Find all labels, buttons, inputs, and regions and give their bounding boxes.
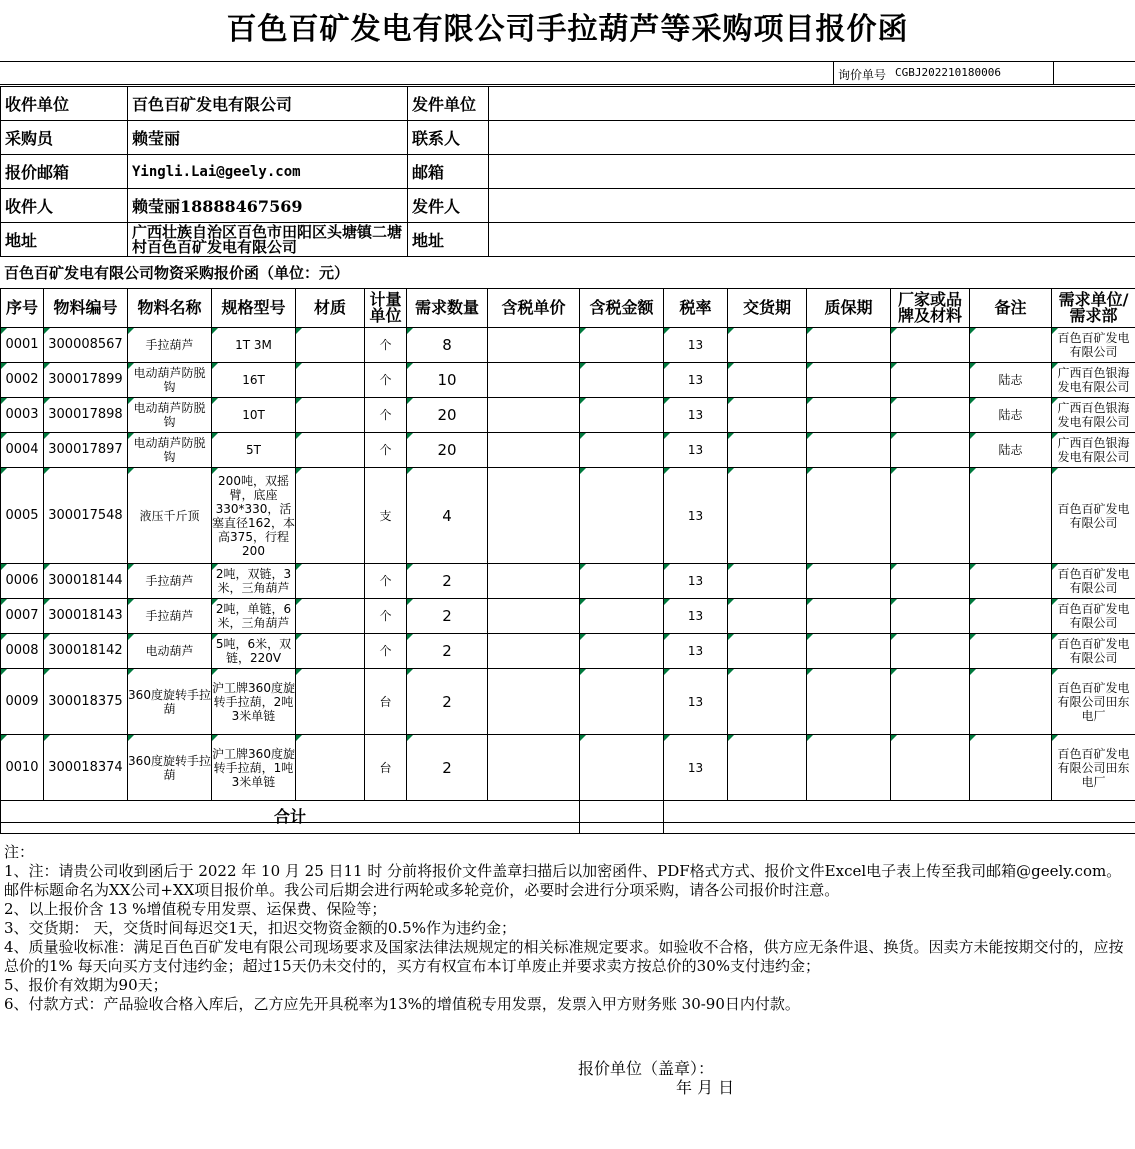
item-no[interactable]: 0008 xyxy=(1,634,44,669)
item-tax[interactable]: 13 xyxy=(664,669,728,735)
item-delivery[interactable] xyxy=(728,599,807,634)
item-name[interactable]: 电动葫芦防脱钩 xyxy=(128,398,212,433)
item-warranty[interactable] xyxy=(807,363,891,398)
col-header: 含税单价 xyxy=(488,289,580,328)
item-no[interactable]: 0009 xyxy=(1,669,44,735)
item-material[interactable] xyxy=(296,564,365,599)
item-no[interactable]: 0003 xyxy=(1,398,44,433)
recipient[interactable]: 赖莹丽18888467569 xyxy=(128,189,408,223)
item-no[interactable]: 0002 xyxy=(1,363,44,398)
item-spec[interactable]: 10T xyxy=(212,398,296,433)
table-row xyxy=(1,735,1135,801)
item-code[interactable]: 300018375 xyxy=(44,669,128,735)
item-brand[interactable] xyxy=(891,634,970,669)
item-spec[interactable]: 沪工牌360度旋转手拉葫，2吨3米单链 xyxy=(212,669,296,735)
address-label: 地址 xyxy=(1,223,128,257)
item-unit-price[interactable] xyxy=(488,599,580,634)
item-qty[interactable]: 8 xyxy=(407,328,488,363)
inquiry-number: CGBJ202210180006 xyxy=(895,66,1001,79)
address[interactable]: 广西壮族自治区百色市田阳区头塘镇二塘村百色百矿发电有限公司 xyxy=(128,223,408,257)
item-dept[interactable]: 百色百矿发电有限公司田东电厂 xyxy=(1052,735,1135,801)
item-material[interactable] xyxy=(296,599,365,634)
item-no[interactable]: 0010 xyxy=(1,735,44,801)
item-spec[interactable]: 2吨，双链，3米，三角葫芦 xyxy=(212,564,296,599)
item-name[interactable]: 手拉葫芦 xyxy=(128,599,212,634)
header-row xyxy=(1,289,1135,328)
item-no[interactable]: 0005 xyxy=(1,468,44,564)
item-code[interactable]: 300018142 xyxy=(44,634,128,669)
col-header: 需求数量 xyxy=(407,289,488,328)
item-unit-price[interactable] xyxy=(488,735,580,801)
item-name[interactable]: 手拉葫芦 xyxy=(128,564,212,599)
col-header: 物料编号 xyxy=(44,289,128,328)
table-row xyxy=(1,669,1135,735)
sign-unit: 报价单位（盖章）： xyxy=(578,1056,714,1079)
item-brand[interactable] xyxy=(891,735,970,801)
item-brand[interactable] xyxy=(891,669,970,735)
email-label: 邮箱 xyxy=(408,155,489,189)
table-row xyxy=(1,564,1135,599)
notes-line: 6、付款方式：产品验收合格入库后，乙方应先开具税率为13%的增值税专用发票，发票入甲方财务账 30-90日内付款。 xyxy=(0,995,1135,1014)
notes-line: 5、报价有效期为90天； xyxy=(0,976,1135,995)
item-unit[interactable]: 个 xyxy=(365,634,407,669)
item-unit[interactable]: 个 xyxy=(365,433,407,468)
item-qty[interactable]: 2 xyxy=(407,669,488,735)
item-code[interactable]: 300008567 xyxy=(44,328,128,363)
item-unit-price[interactable] xyxy=(488,564,580,599)
sign-date: 年 月 日 xyxy=(676,1075,734,1098)
item-tax[interactable]: 13 xyxy=(664,735,728,801)
item-amount[interactable] xyxy=(580,398,664,433)
notes-line: 4、质量验收标准：满足百色百矿发电有限公司现场要求及国家法律法规规定的相关标准规定要求。如验收不合格，供方应无条件退、换货。因卖方未能按期交付的，应按总价的1% 每天向买方支付违约金；超过15天仍未交付的，买方有权宣布本订单废止并要求卖方按总价的30%支付违约金； xyxy=(0,938,1135,976)
col-header: 税率 xyxy=(664,289,728,328)
item-material[interactable] xyxy=(296,398,365,433)
item-remark[interactable] xyxy=(970,328,1052,363)
col-header: 物料名称 xyxy=(128,289,212,328)
item-warranty[interactable] xyxy=(807,328,891,363)
item-tax[interactable]: 13 xyxy=(664,328,728,363)
notes-line: 3、交货期： 天，交货时间每迟交1天，扣迟交物资金额的0.5%作为违约金； xyxy=(0,919,1135,938)
table-row xyxy=(1,599,1135,634)
item-dept[interactable]: 百色百矿发电有限公司 xyxy=(1052,599,1135,634)
table-row xyxy=(1,433,1135,468)
item-code[interactable]: 300017899 xyxy=(44,363,128,398)
item-warranty[interactable] xyxy=(807,634,891,669)
subtitle: 百色百矿发电有限公司物资采购报价函（单位：元） xyxy=(4,262,349,283)
item-unit-price[interactable] xyxy=(488,433,580,468)
col-header: 交货期 xyxy=(728,289,807,328)
item-tax[interactable]: 13 xyxy=(664,468,728,564)
info-table xyxy=(0,86,1135,257)
item-unit[interactable]: 台 xyxy=(365,735,407,801)
item-amount[interactable] xyxy=(580,564,664,599)
item-delivery[interactable] xyxy=(728,634,807,669)
item-tax[interactable]: 13 xyxy=(664,599,728,634)
items-table xyxy=(0,288,1135,834)
item-dept[interactable]: 百色百矿发电有限公司 xyxy=(1052,564,1135,599)
item-dept[interactable]: 百色百矿发电有限公司 xyxy=(1052,634,1135,669)
item-code[interactable]: 300017897 xyxy=(44,433,128,468)
item-remark[interactable]: 陆志 xyxy=(970,398,1052,433)
item-spec[interactable]: 200吨，双摇臂，底座330*330，活塞直径162，本高375，行程200 xyxy=(212,468,296,564)
item-material[interactable] xyxy=(296,468,365,564)
item-spec[interactable]: 1T 3M xyxy=(212,328,296,363)
table-row xyxy=(1,468,1135,564)
item-delivery[interactable] xyxy=(728,433,807,468)
item-unit[interactable]: 台 xyxy=(365,669,407,735)
notes-line: 注： xyxy=(0,843,1135,862)
item-name[interactable]: 360度旋转手拉葫 xyxy=(128,669,212,735)
total-label: 合计 xyxy=(1,801,580,834)
item-spec[interactable]: 2吨，单链，6米，三角葫芦 xyxy=(212,599,296,634)
item-material[interactable] xyxy=(296,363,365,398)
item-spec[interactable]: 16T xyxy=(212,363,296,398)
table-row xyxy=(1,363,1135,398)
item-name[interactable]: 电动葫芦防脱钩 xyxy=(128,433,212,468)
item-material[interactable] xyxy=(296,669,365,735)
item-no[interactable]: 0001 xyxy=(1,328,44,363)
col-header: 厂家或品牌及材料 xyxy=(891,289,970,328)
address2-label: 地址 xyxy=(408,223,489,257)
item-amount[interactable] xyxy=(580,363,664,398)
item-brand[interactable] xyxy=(891,468,970,564)
item-code[interactable]: 300017898 xyxy=(44,398,128,433)
item-qty[interactable]: 2 xyxy=(407,564,488,599)
item-brand[interactable] xyxy=(891,363,970,398)
item-unit[interactable]: 个 xyxy=(365,328,407,363)
item-dept[interactable]: 广西百色银海发电有限公司 xyxy=(1052,363,1135,398)
item-name[interactable]: 360度旋转手拉葫 xyxy=(128,735,212,801)
item-code[interactable]: 300017548 xyxy=(44,468,128,564)
item-dept[interactable]: 广西百色银海发电有限公司 xyxy=(1052,433,1135,468)
col-header: 规格型号 xyxy=(212,289,296,328)
item-dept[interactable]: 百色百矿发电有限公司 xyxy=(1052,328,1135,363)
item-remark[interactable]: 陆志 xyxy=(970,433,1052,468)
col-header: 备注 xyxy=(970,289,1052,328)
item-tax[interactable]: 13 xyxy=(664,433,728,468)
item-dept[interactable]: 广西百色银海发电有限公司 xyxy=(1052,398,1135,433)
item-remark[interactable] xyxy=(970,599,1052,634)
item-qty[interactable]: 2 xyxy=(407,634,488,669)
quote-email-label: 报价邮箱 xyxy=(1,155,128,189)
page-title: 百色百矿发电有限公司手拉葫芦等采购项目报价函 xyxy=(0,0,1135,60)
item-unit[interactable]: 个 xyxy=(365,363,407,398)
col-header: 需求单位/需求部 xyxy=(1052,289,1135,328)
item-unit-price[interactable] xyxy=(488,398,580,433)
item-qty[interactable]: 20 xyxy=(407,398,488,433)
col-header: 序号 xyxy=(1,289,44,328)
item-unit[interactable]: 个 xyxy=(365,398,407,433)
item-warranty[interactable] xyxy=(807,599,891,634)
item-unit-price[interactable] xyxy=(488,634,580,669)
table-row xyxy=(1,398,1135,433)
receiver-unit[interactable]: 百色百矿发电有限公司 xyxy=(128,87,408,121)
quote-email[interactable]: Yingli.Lai@geely.com xyxy=(128,155,408,189)
item-material[interactable] xyxy=(296,328,365,363)
item-unit[interactable]: 个 xyxy=(365,599,407,634)
item-amount[interactable] xyxy=(580,433,664,468)
item-dept[interactable]: 百色百矿发电有限公司 xyxy=(1052,468,1135,564)
item-warranty[interactable] xyxy=(807,398,891,433)
col-header: 材质 xyxy=(296,289,365,328)
sender-unit-label: 发件单位 xyxy=(408,87,489,121)
item-qty[interactable]: 4 xyxy=(407,468,488,564)
sender-unit[interactable] xyxy=(489,87,1135,121)
notes-line: 2、以上报价含 13 %增值税专用发票、运保费、保险等； xyxy=(0,900,1135,919)
item-no[interactable]: 0007 xyxy=(1,599,44,634)
item-tax[interactable]: 13 xyxy=(664,564,728,599)
item-brand[interactable] xyxy=(891,398,970,433)
item-remark[interactable] xyxy=(970,669,1052,735)
item-amount[interactable] xyxy=(580,634,664,669)
item-brand[interactable] xyxy=(891,433,970,468)
notes-section xyxy=(0,822,1135,1149)
item-tax[interactable]: 13 xyxy=(664,398,728,433)
contact-label: 联系人 xyxy=(408,121,489,155)
item-no[interactable]: 0006 xyxy=(1,564,44,599)
item-unit-price[interactable] xyxy=(488,363,580,398)
item-amount[interactable] xyxy=(580,669,664,735)
notes-line: 1、注：请贵公司收到函后于 2022 年 10 月 25 日11 时 分前将报价文件盖章扫描后以加密函件、PDF格式方式、报价文件Excel电子表上传至我司邮箱@geely.com。邮件标题命名为XX公司+XX项目报价单。我公司后期会进行两轮或多轮竞价，必要时会进行分项采购，请各公司报价时注意。 xyxy=(0,862,1135,900)
item-amount[interactable] xyxy=(580,468,664,564)
item-code[interactable]: 300018144 xyxy=(44,564,128,599)
item-brand[interactable] xyxy=(891,564,970,599)
item-amount[interactable] xyxy=(580,328,664,363)
item-name[interactable]: 手拉葫芦 xyxy=(128,328,212,363)
item-warranty[interactable] xyxy=(807,669,891,735)
item-name[interactable]: 电动葫芦防脱钩 xyxy=(128,363,212,398)
item-warranty[interactable] xyxy=(807,564,891,599)
item-name[interactable]: 电动葫芦 xyxy=(128,634,212,669)
item-spec[interactable]: 5吨，6米，双链，220V xyxy=(212,634,296,669)
item-remark[interactable] xyxy=(970,735,1052,801)
item-spec[interactable]: 5T xyxy=(212,433,296,468)
address2[interactable] xyxy=(489,223,1135,257)
item-dept[interactable]: 百色百矿发电有限公司田东电厂 xyxy=(1052,669,1135,735)
item-unit[interactable]: 支 xyxy=(365,468,407,564)
sender[interactable] xyxy=(489,189,1135,223)
item-delivery[interactable] xyxy=(728,669,807,735)
item-unit-price[interactable] xyxy=(488,328,580,363)
item-qty[interactable]: 2 xyxy=(407,599,488,634)
item-tax[interactable]: 13 xyxy=(664,363,728,398)
inquiry-row xyxy=(0,61,1135,85)
item-no[interactable]: 0004 xyxy=(1,433,44,468)
item-amount[interactable] xyxy=(580,735,664,801)
item-code[interactable]: 300018374 xyxy=(44,735,128,801)
item-delivery[interactable] xyxy=(728,468,807,564)
item-material[interactable] xyxy=(296,634,365,669)
item-qty[interactable]: 20 xyxy=(407,433,488,468)
table-row xyxy=(1,634,1135,669)
col-header: 含税金额 xyxy=(580,289,664,328)
table-row xyxy=(1,328,1135,363)
item-delivery[interactable] xyxy=(728,735,807,801)
item-code[interactable]: 300018143 xyxy=(44,599,128,634)
recipient-label: 收件人 xyxy=(1,189,128,223)
item-remark[interactable]: 陆志 xyxy=(970,363,1052,398)
item-remark[interactable] xyxy=(970,634,1052,669)
item-brand[interactable] xyxy=(891,328,970,363)
col-header: 质保期 xyxy=(807,289,891,328)
item-warranty[interactable] xyxy=(807,735,891,801)
item-delivery[interactable] xyxy=(728,363,807,398)
email[interactable] xyxy=(489,155,1135,189)
item-warranty[interactable] xyxy=(807,468,891,564)
inquiry-label: 询价单号 xyxy=(838,66,886,83)
item-remark[interactable] xyxy=(970,564,1052,599)
item-delivery[interactable] xyxy=(728,564,807,599)
item-material[interactable] xyxy=(296,433,365,468)
item-unit[interactable]: 个 xyxy=(365,564,407,599)
contact[interactable] xyxy=(489,121,1135,155)
item-name[interactable]: 液压千斤顶 xyxy=(128,468,212,564)
col-header: 计量单位 xyxy=(365,289,407,328)
item-remark[interactable] xyxy=(970,468,1052,564)
item-warranty[interactable] xyxy=(807,433,891,468)
item-qty[interactable]: 10 xyxy=(407,363,488,398)
item-delivery[interactable] xyxy=(728,328,807,363)
item-material[interactable] xyxy=(296,735,365,801)
item-qty[interactable]: 2 xyxy=(407,735,488,801)
item-spec[interactable]: 沪工牌360度旋转手拉葫，1吨3米单链 xyxy=(212,735,296,801)
item-delivery[interactable] xyxy=(728,398,807,433)
item-unit-price[interactable] xyxy=(488,669,580,735)
receiver-unit-label: 收件单位 xyxy=(1,87,128,121)
item-unit-price[interactable] xyxy=(488,468,580,564)
buyer-label: 采购员 xyxy=(1,121,128,155)
item-brand[interactable] xyxy=(891,599,970,634)
item-amount[interactable] xyxy=(580,599,664,634)
item-tax[interactable]: 13 xyxy=(664,634,728,669)
buyer[interactable]: 赖莹丽 xyxy=(128,121,408,155)
sender-label: 发件人 xyxy=(408,189,489,223)
